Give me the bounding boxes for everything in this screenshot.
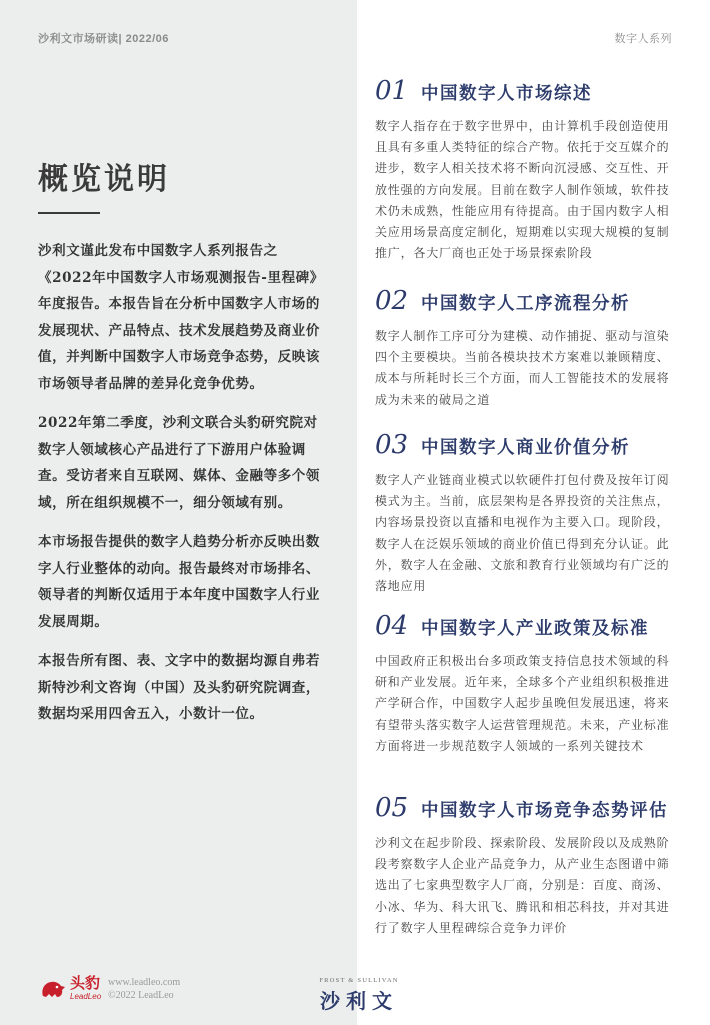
copyright-text: ©2022 LeadLeo [108, 989, 174, 1001]
section-01 [375, 76, 680, 264]
section-04 [375, 611, 680, 757]
section-text: 数字人指存在于数字世界中，由计算机手段创造使用且具有多重人类特征的综合产物。依托于交互媒介的进步，数字人相关技术将不断向沉浸感、交互性、开放性强的方向发展。目前在数字人制作领域，软件技术仍未成熟，性能应用有待提高。由于国内数字人相关应用场景高度定制化，短期难以实现大规模的复制推广，各大厂商也正处于场景探索阶段 [375, 119, 670, 261]
section-number: 01 [375, 76, 409, 106]
frost-sullivan-en: FROST & SULLIVAN [319, 977, 399, 984]
overview-paragraph: 沙利文谨此发布中国数字人系列报告之《2022年中国数字人市场观测报告-里程碑》年度报告。本报告旨在分析中国数字人市场的发展现状、产品特点、技术发展趋势及商业价值，并判断中国数字人市场竞争态势，反映该市场领导者品牌的差异化竞争优势。 [38, 243, 324, 392]
section-number: 03 [375, 430, 409, 460]
section-text: 数字人制作工序可分为建模、动作捕捉、驱动与渲染四个主要模块。当前各模块技术方案难以兼顾精度、成本与所耗时长三个方面，而人工智能技术的发展将成为未来的破局之道 [375, 329, 670, 407]
leadleo-brand-en: LeadLeo [70, 992, 102, 1001]
section-title: 中国数字人产业政策及标准 [421, 619, 649, 639]
section-title: 中国数字人商业价值分析 [421, 438, 630, 458]
section-title: 中国数字人市场竞争态势评估 [421, 801, 668, 821]
overview-body [38, 238, 328, 741]
section-03 [375, 430, 680, 597]
lion-icon [40, 978, 66, 1000]
section-05 [375, 793, 680, 939]
overview-paragraph: 本报告所有图、表、文字中的数据均源自弗若斯特沙利文咨询（中国）及头豹研究院调查，数据均采用四舍五入，小数计一位。 [38, 653, 320, 722]
leadleo-logo [40, 976, 101, 1001]
leadleo-brand-cn: 头豹 [70, 974, 101, 992]
overview-paragraph: 2022年第二季度，沙利文联合头豹研究院对数字人领域核心产品进行了下游用户体验调查。受访者来自互联网、媒体、金融等多个领域，所在组织规模不一，细分领域有别。 [38, 415, 320, 511]
header-series-date: 沙利文市场研读| 2022/06 [38, 33, 169, 45]
section-02 [375, 286, 680, 411]
website-link[interactable]: www.leadleo.com [108, 977, 181, 988]
frost-sullivan-logo-cn: 沙利文 [320, 989, 398, 1013]
section-text: 沙利文在起步阶段、探索阶段、发展阶段以及成熟阶段考察数字人企业产品竞争力，从产业生态图谱中筛选出了七家典型数字人厂商，分别是：百度、商汤、小冰、华为、科大讯飞、腾讯和相芯科技，并对其进行了数字人里程碑综合竞争力评价 [375, 836, 670, 935]
overview-title: 概览说明 [38, 162, 170, 197]
title-divider [38, 212, 100, 214]
section-title: 中国数字人工序流程分析 [421, 294, 630, 314]
section-text: 中国政府正积极出台多项政策支持信息技术领域的科研和产业发展。近年来，全球多个产业组织积极推进产学研合作，中国数字人起步虽晚但发展迅速，将来有望带头落实数字人运营管理规范。未来，产业标准方面将进一步规范数字人领域的一系列关键技术 [375, 654, 670, 753]
overview-paragraph: 本市场报告提供的数字人趋势分析亦反映出数字人行业整体的动向。报告最终对市场排名、领导者的判断仅适用于本年度中国数字人行业发展周期。 [38, 534, 320, 630]
header-series-name: 数字人系列 [614, 33, 672, 45]
section-title: 中国数字人市场综述 [421, 84, 592, 104]
section-number: 05 [375, 793, 409, 823]
section-number: 02 [375, 286, 409, 316]
footer-contact [108, 977, 180, 1002]
section-text: 数字人产业链商业模式以软硬件打包付费及按年订阅模式为主。当前，底层架构是各界投资的关注焦点，内容场景投资以直播和电视作为主要入口。现阶段，数字人在泛娱乐领域的商业价值已得到充分认证。此外，数字人在金融、文旅和教育行业领域均有广泛的落地应用 [375, 473, 670, 594]
section-number: 04 [375, 611, 409, 641]
